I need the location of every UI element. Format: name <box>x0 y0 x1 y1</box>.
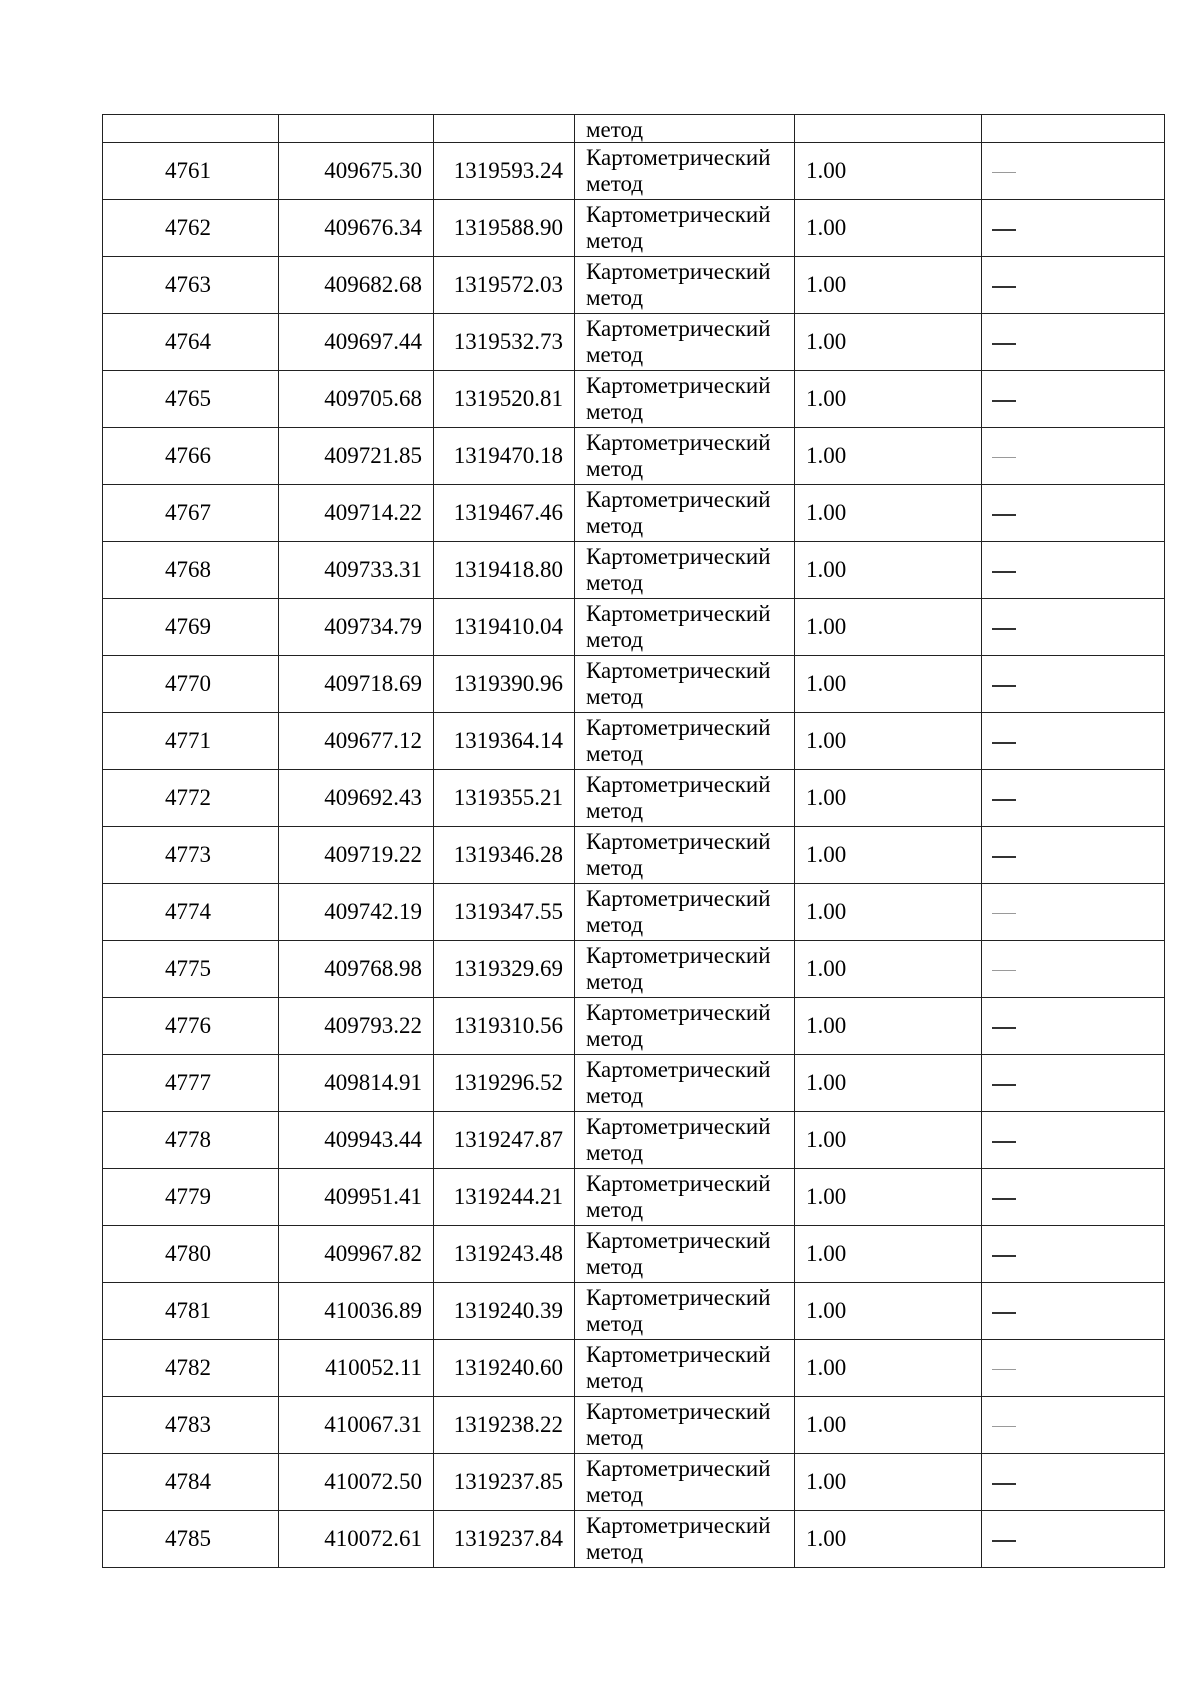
x-coordinate-cell: 409768.98 <box>279 941 434 998</box>
em-dash-mark <box>992 1426 1016 1428</box>
table-row <box>103 542 1165 599</box>
method-text-line2: метод <box>586 912 644 937</box>
note-cell <box>982 1397 1165 1454</box>
point-number-cell: 4771 <box>103 713 279 770</box>
method-text-line2: метод <box>586 1083 644 1108</box>
table-row <box>103 941 1165 998</box>
table-row <box>103 599 1165 656</box>
method-text-line1: Картометрический <box>586 1171 771 1196</box>
accuracy-cell: 1.00 <box>795 1511 982 1568</box>
method-text-line1: Картометрический <box>586 943 771 968</box>
note-cell <box>982 371 1165 428</box>
point-number-cell: 4773 <box>103 827 279 884</box>
em-dash-mark <box>992 628 1016 630</box>
method-cell <box>575 770 795 827</box>
table-row <box>103 1112 1165 1169</box>
em-dash-mark <box>992 457 1016 459</box>
method-cell <box>575 941 795 998</box>
em-dash-mark <box>992 1084 1016 1086</box>
note-cell <box>982 542 1165 599</box>
x-coordinate-cell: 409943.44 <box>279 1112 434 1169</box>
method-text-line2: метод <box>586 1311 644 1336</box>
table-row <box>103 1226 1165 1283</box>
coordinates-table-body <box>103 115 1165 1568</box>
x-coordinate-cell: 409967.82 <box>279 1226 434 1283</box>
point-number-cell: 4784 <box>103 1454 279 1511</box>
x-coordinate-cell: 409697.44 <box>279 314 434 371</box>
method-cell <box>575 257 795 314</box>
table-row <box>103 1340 1165 1397</box>
method-cell <box>575 656 795 713</box>
method-cell <box>575 371 795 428</box>
note-cell <box>982 257 1165 314</box>
accuracy-cell: 1.00 <box>795 998 982 1055</box>
em-dash-mark <box>992 799 1016 801</box>
note-cell <box>982 770 1165 827</box>
accuracy-cell: 1.00 <box>795 599 982 656</box>
x-coordinate-cell: 410067.31 <box>279 1397 434 1454</box>
method-text-line2: метод <box>586 1482 644 1507</box>
point-number-cell: 4781 <box>103 1283 279 1340</box>
point-number-cell: 4780 <box>103 1226 279 1283</box>
method-text-line1: Картометрический <box>586 373 771 398</box>
em-dash-mark <box>992 742 1016 744</box>
method-text-line1: Картометрический <box>586 772 771 797</box>
note-cell <box>982 314 1165 371</box>
method-text-line2: метод <box>586 798 644 823</box>
point-number-cell <box>103 115 279 143</box>
method-text-line1: Картометрический <box>586 1114 771 1139</box>
table-row <box>103 1055 1165 1112</box>
y-coordinate-cell: 1319237.84 <box>434 1511 575 1568</box>
table-row <box>103 428 1165 485</box>
table-row <box>103 884 1165 941</box>
method-text-line1: Картометрический <box>586 1000 771 1025</box>
y-coordinate-cell: 1319243.48 <box>434 1226 575 1283</box>
method-text-line1: Картометрический <box>586 1342 771 1367</box>
y-coordinate-cell: 1319244.21 <box>434 1169 575 1226</box>
point-number-cell: 4761 <box>103 143 279 200</box>
accuracy-cell: 1.00 <box>795 257 982 314</box>
point-number-cell: 4768 <box>103 542 279 599</box>
method-text-line1: Картометрический <box>586 430 771 455</box>
table-row <box>103 371 1165 428</box>
note-cell <box>982 1340 1165 1397</box>
y-coordinate-cell: 1319329.69 <box>434 941 575 998</box>
x-coordinate-cell: 409677.12 <box>279 713 434 770</box>
method-cell <box>575 1340 795 1397</box>
method-text-line1: Картометрический <box>586 316 771 341</box>
em-dash-mark <box>992 1198 1016 1200</box>
point-number-cell: 4779 <box>103 1169 279 1226</box>
y-coordinate-cell: 1319296.52 <box>434 1055 575 1112</box>
em-dash-mark <box>992 685 1016 687</box>
method-text-line2: метод <box>586 1539 644 1564</box>
x-coordinate-cell: 409676.34 <box>279 200 434 257</box>
note-cell <box>982 599 1165 656</box>
table-row <box>103 770 1165 827</box>
x-coordinate-cell: 409742.19 <box>279 884 434 941</box>
y-coordinate-cell: 1319355.21 <box>434 770 575 827</box>
accuracy-cell: 1.00 <box>795 371 982 428</box>
y-coordinate-cell: 1319346.28 <box>434 827 575 884</box>
y-coordinate-cell: 1319240.60 <box>434 1340 575 1397</box>
y-coordinate-cell: 1319240.39 <box>434 1283 575 1340</box>
accuracy-cell: 1.00 <box>795 1226 982 1283</box>
y-coordinate-cell: 1319238.22 <box>434 1397 575 1454</box>
method-cell <box>575 713 795 770</box>
accuracy-cell: 1.00 <box>795 1283 982 1340</box>
method-text-line1: Картометрический <box>586 829 771 854</box>
method-text-line2: метод <box>586 627 644 652</box>
accuracy-cell: 1.00 <box>795 428 982 485</box>
y-coordinate-cell: 1319593.24 <box>434 143 575 200</box>
x-coordinate-cell: 409714.22 <box>279 485 434 542</box>
method-cell <box>575 998 795 1055</box>
em-dash-mark <box>992 970 1016 972</box>
accuracy-cell <box>795 115 982 143</box>
point-number-cell: 4764 <box>103 314 279 371</box>
x-coordinate-cell: 409705.68 <box>279 371 434 428</box>
point-number-cell: 4783 <box>103 1397 279 1454</box>
accuracy-cell: 1.00 <box>795 1340 982 1397</box>
method-text-line1: Картометрический <box>586 202 771 227</box>
method-text-line2: метод <box>586 684 644 709</box>
method-text-line2: метод <box>586 741 644 766</box>
table-row <box>103 827 1165 884</box>
x-coordinate-cell: 409675.30 <box>279 143 434 200</box>
note-cell <box>982 1454 1165 1511</box>
note-cell <box>982 1226 1165 1283</box>
accuracy-cell: 1.00 <box>795 827 982 884</box>
y-coordinate-cell: 1319410.04 <box>434 599 575 656</box>
accuracy-cell: 1.00 <box>795 770 982 827</box>
accuracy-cell: 1.00 <box>795 314 982 371</box>
point-number-cell: 4774 <box>103 884 279 941</box>
y-coordinate-cell: 1319247.87 <box>434 1112 575 1169</box>
method-cell <box>575 827 795 884</box>
method-cell <box>575 314 795 371</box>
em-dash-mark <box>992 229 1016 231</box>
note-cell <box>982 428 1165 485</box>
table-row <box>103 1283 1165 1340</box>
x-coordinate-cell: 410072.61 <box>279 1511 434 1568</box>
accuracy-cell: 1.00 <box>795 656 982 713</box>
method-text-line1: Картометрический <box>586 487 771 512</box>
method-text-line1: Картометрический <box>586 1228 771 1253</box>
accuracy-cell: 1.00 <box>795 1112 982 1169</box>
method-text: метод <box>586 117 644 142</box>
method-cell <box>575 485 795 542</box>
accuracy-cell: 1.00 <box>795 1397 982 1454</box>
x-coordinate-cell: 409719.22 <box>279 827 434 884</box>
method-cell <box>575 428 795 485</box>
coordinates-table <box>102 114 1165 1568</box>
x-coordinate-cell: 410036.89 <box>279 1283 434 1340</box>
em-dash-mark <box>992 1483 1016 1485</box>
note-cell <box>982 1055 1165 1112</box>
method-text-line1: Картометрический <box>586 1399 771 1424</box>
em-dash-mark <box>992 1141 1016 1143</box>
em-dash-mark <box>992 1255 1016 1257</box>
point-number-cell: 4767 <box>103 485 279 542</box>
y-coordinate-cell: 1319520.81 <box>434 371 575 428</box>
table-row <box>103 143 1165 200</box>
y-coordinate-cell: 1319588.90 <box>434 200 575 257</box>
table-row <box>103 314 1165 371</box>
point-number-cell: 4778 <box>103 1112 279 1169</box>
accuracy-cell: 1.00 <box>795 1055 982 1112</box>
method-cell <box>575 1112 795 1169</box>
note-cell <box>982 1169 1165 1226</box>
em-dash-mark <box>992 1369 1016 1371</box>
method-cell <box>575 1283 795 1340</box>
table-row <box>103 1454 1165 1511</box>
point-number-cell: 4782 <box>103 1340 279 1397</box>
note-cell <box>982 1283 1165 1340</box>
method-cell <box>575 1511 795 1568</box>
method-text-line1: Картометрический <box>586 1057 771 1082</box>
em-dash-mark <box>992 172 1016 174</box>
table-row <box>103 713 1165 770</box>
accuracy-cell: 1.00 <box>795 200 982 257</box>
em-dash-mark <box>992 1027 1016 1029</box>
x-coordinate-cell: 409951.41 <box>279 1169 434 1226</box>
accuracy-cell: 1.00 <box>795 542 982 599</box>
method-text-line1: Картометрический <box>586 145 771 170</box>
method-text-line1: Картометрический <box>586 1513 771 1538</box>
method-text-line1: Картометрический <box>586 601 771 626</box>
method-text-line2: метод <box>586 1368 644 1393</box>
method-cell <box>575 1454 795 1511</box>
point-number-cell: 4776 <box>103 998 279 1055</box>
y-coordinate-cell: 1319310.56 <box>434 998 575 1055</box>
note-cell <box>982 884 1165 941</box>
method-text-line1: Картометрический <box>586 715 771 740</box>
x-coordinate-cell: 409814.91 <box>279 1055 434 1112</box>
method-text-line2: метод <box>586 969 644 994</box>
x-coordinate-cell: 409734.79 <box>279 599 434 656</box>
method-text-line1: Картометрический <box>586 658 771 683</box>
method-cell <box>575 542 795 599</box>
point-number-cell: 4770 <box>103 656 279 713</box>
method-text-line2: метод <box>586 399 644 424</box>
method-cell <box>575 1226 795 1283</box>
method-text-line1: Картометрический <box>586 544 771 569</box>
x-coordinate-cell: 409793.22 <box>279 998 434 1055</box>
note-cell <box>982 1511 1165 1568</box>
y-coordinate-cell: 1319418.80 <box>434 542 575 599</box>
em-dash-mark <box>992 1312 1016 1314</box>
accuracy-cell: 1.00 <box>795 941 982 998</box>
method-text-line2: метод <box>586 171 644 196</box>
accuracy-cell: 1.00 <box>795 143 982 200</box>
table-row <box>103 1511 1165 1568</box>
point-number-cell: 4775 <box>103 941 279 998</box>
y-coordinate-cell: 1319532.73 <box>434 314 575 371</box>
method-text-line1: Картометрический <box>586 886 771 911</box>
method-cell <box>575 1055 795 1112</box>
method-cell <box>575 143 795 200</box>
em-dash-mark <box>992 400 1016 402</box>
note-cell <box>982 485 1165 542</box>
note-cell <box>982 998 1165 1055</box>
table-row <box>103 485 1165 542</box>
x-coordinate-cell: 409682.68 <box>279 257 434 314</box>
note-cell <box>982 656 1165 713</box>
x-coordinate-cell: 409692.43 <box>279 770 434 827</box>
point-number-cell: 4766 <box>103 428 279 485</box>
y-coordinate-cell: 1319347.55 <box>434 884 575 941</box>
table-row <box>103 200 1165 257</box>
em-dash-mark <box>992 514 1016 516</box>
table-row-continuation <box>103 115 1165 143</box>
point-number-cell: 4762 <box>103 200 279 257</box>
method-text-line2: метод <box>586 1197 644 1222</box>
y-coordinate-cell: 1319237.85 <box>434 1454 575 1511</box>
x-coordinate-cell: 409733.31 <box>279 542 434 599</box>
method-cell <box>575 1397 795 1454</box>
method-text-line2: метод <box>586 342 644 367</box>
table-row <box>103 656 1165 713</box>
em-dash-mark <box>992 1540 1016 1542</box>
point-number-cell: 4785 <box>103 1511 279 1568</box>
x-coordinate-cell <box>279 115 434 143</box>
y-coordinate-cell: 1319572.03 <box>434 257 575 314</box>
em-dash-mark <box>992 343 1016 345</box>
method-text-line2: метод <box>586 570 644 595</box>
accuracy-cell: 1.00 <box>795 884 982 941</box>
method-text-line2: метод <box>586 1425 644 1450</box>
method-text-line1: Картометрический <box>586 1456 771 1481</box>
method-cell <box>575 884 795 941</box>
note-cell <box>982 1112 1165 1169</box>
method-cell <box>575 200 795 257</box>
method-text-line2: метод <box>586 1254 644 1279</box>
x-coordinate-cell: 409718.69 <box>279 656 434 713</box>
method-text-line2: метод <box>586 513 644 538</box>
em-dash-mark <box>992 286 1016 288</box>
method-cell <box>575 115 795 143</box>
method-text-line1: Картометрический <box>586 259 771 284</box>
method-cell <box>575 1169 795 1226</box>
table-row <box>103 1169 1165 1226</box>
note-cell <box>982 143 1165 200</box>
method-text-line2: метод <box>586 1026 644 1051</box>
table-row <box>103 257 1165 314</box>
point-number-cell: 4769 <box>103 599 279 656</box>
accuracy-cell: 1.00 <box>795 485 982 542</box>
em-dash-mark <box>992 913 1016 915</box>
y-coordinate-cell <box>434 115 575 143</box>
accuracy-cell: 1.00 <box>795 1454 982 1511</box>
y-coordinate-cell: 1319390.96 <box>434 656 575 713</box>
note-cell <box>982 115 1165 143</box>
point-number-cell: 4763 <box>103 257 279 314</box>
note-cell <box>982 200 1165 257</box>
point-number-cell: 4765 <box>103 371 279 428</box>
method-text-line2: метод <box>586 228 644 253</box>
y-coordinate-cell: 1319467.46 <box>434 485 575 542</box>
em-dash-mark <box>992 571 1016 573</box>
point-number-cell: 4772 <box>103 770 279 827</box>
em-dash-mark <box>992 856 1016 858</box>
table-row <box>103 1397 1165 1454</box>
accuracy-cell: 1.00 <box>795 713 982 770</box>
note-cell <box>982 941 1165 998</box>
method-text-line2: метод <box>586 855 644 880</box>
note-cell <box>982 827 1165 884</box>
table-row <box>103 998 1165 1055</box>
method-text-line1: Картометрический <box>586 1285 771 1310</box>
method-text-line2: метод <box>586 456 644 481</box>
method-text-line2: метод <box>586 1140 644 1165</box>
note-cell <box>982 713 1165 770</box>
accuracy-cell: 1.00 <box>795 1169 982 1226</box>
method-text-line2: метод <box>586 285 644 310</box>
x-coordinate-cell: 410072.50 <box>279 1454 434 1511</box>
y-coordinate-cell: 1319470.18 <box>434 428 575 485</box>
method-cell <box>575 599 795 656</box>
x-coordinate-cell: 410052.11 <box>279 1340 434 1397</box>
point-number-cell: 4777 <box>103 1055 279 1112</box>
x-coordinate-cell: 409721.85 <box>279 428 434 485</box>
y-coordinate-cell: 1319364.14 <box>434 713 575 770</box>
